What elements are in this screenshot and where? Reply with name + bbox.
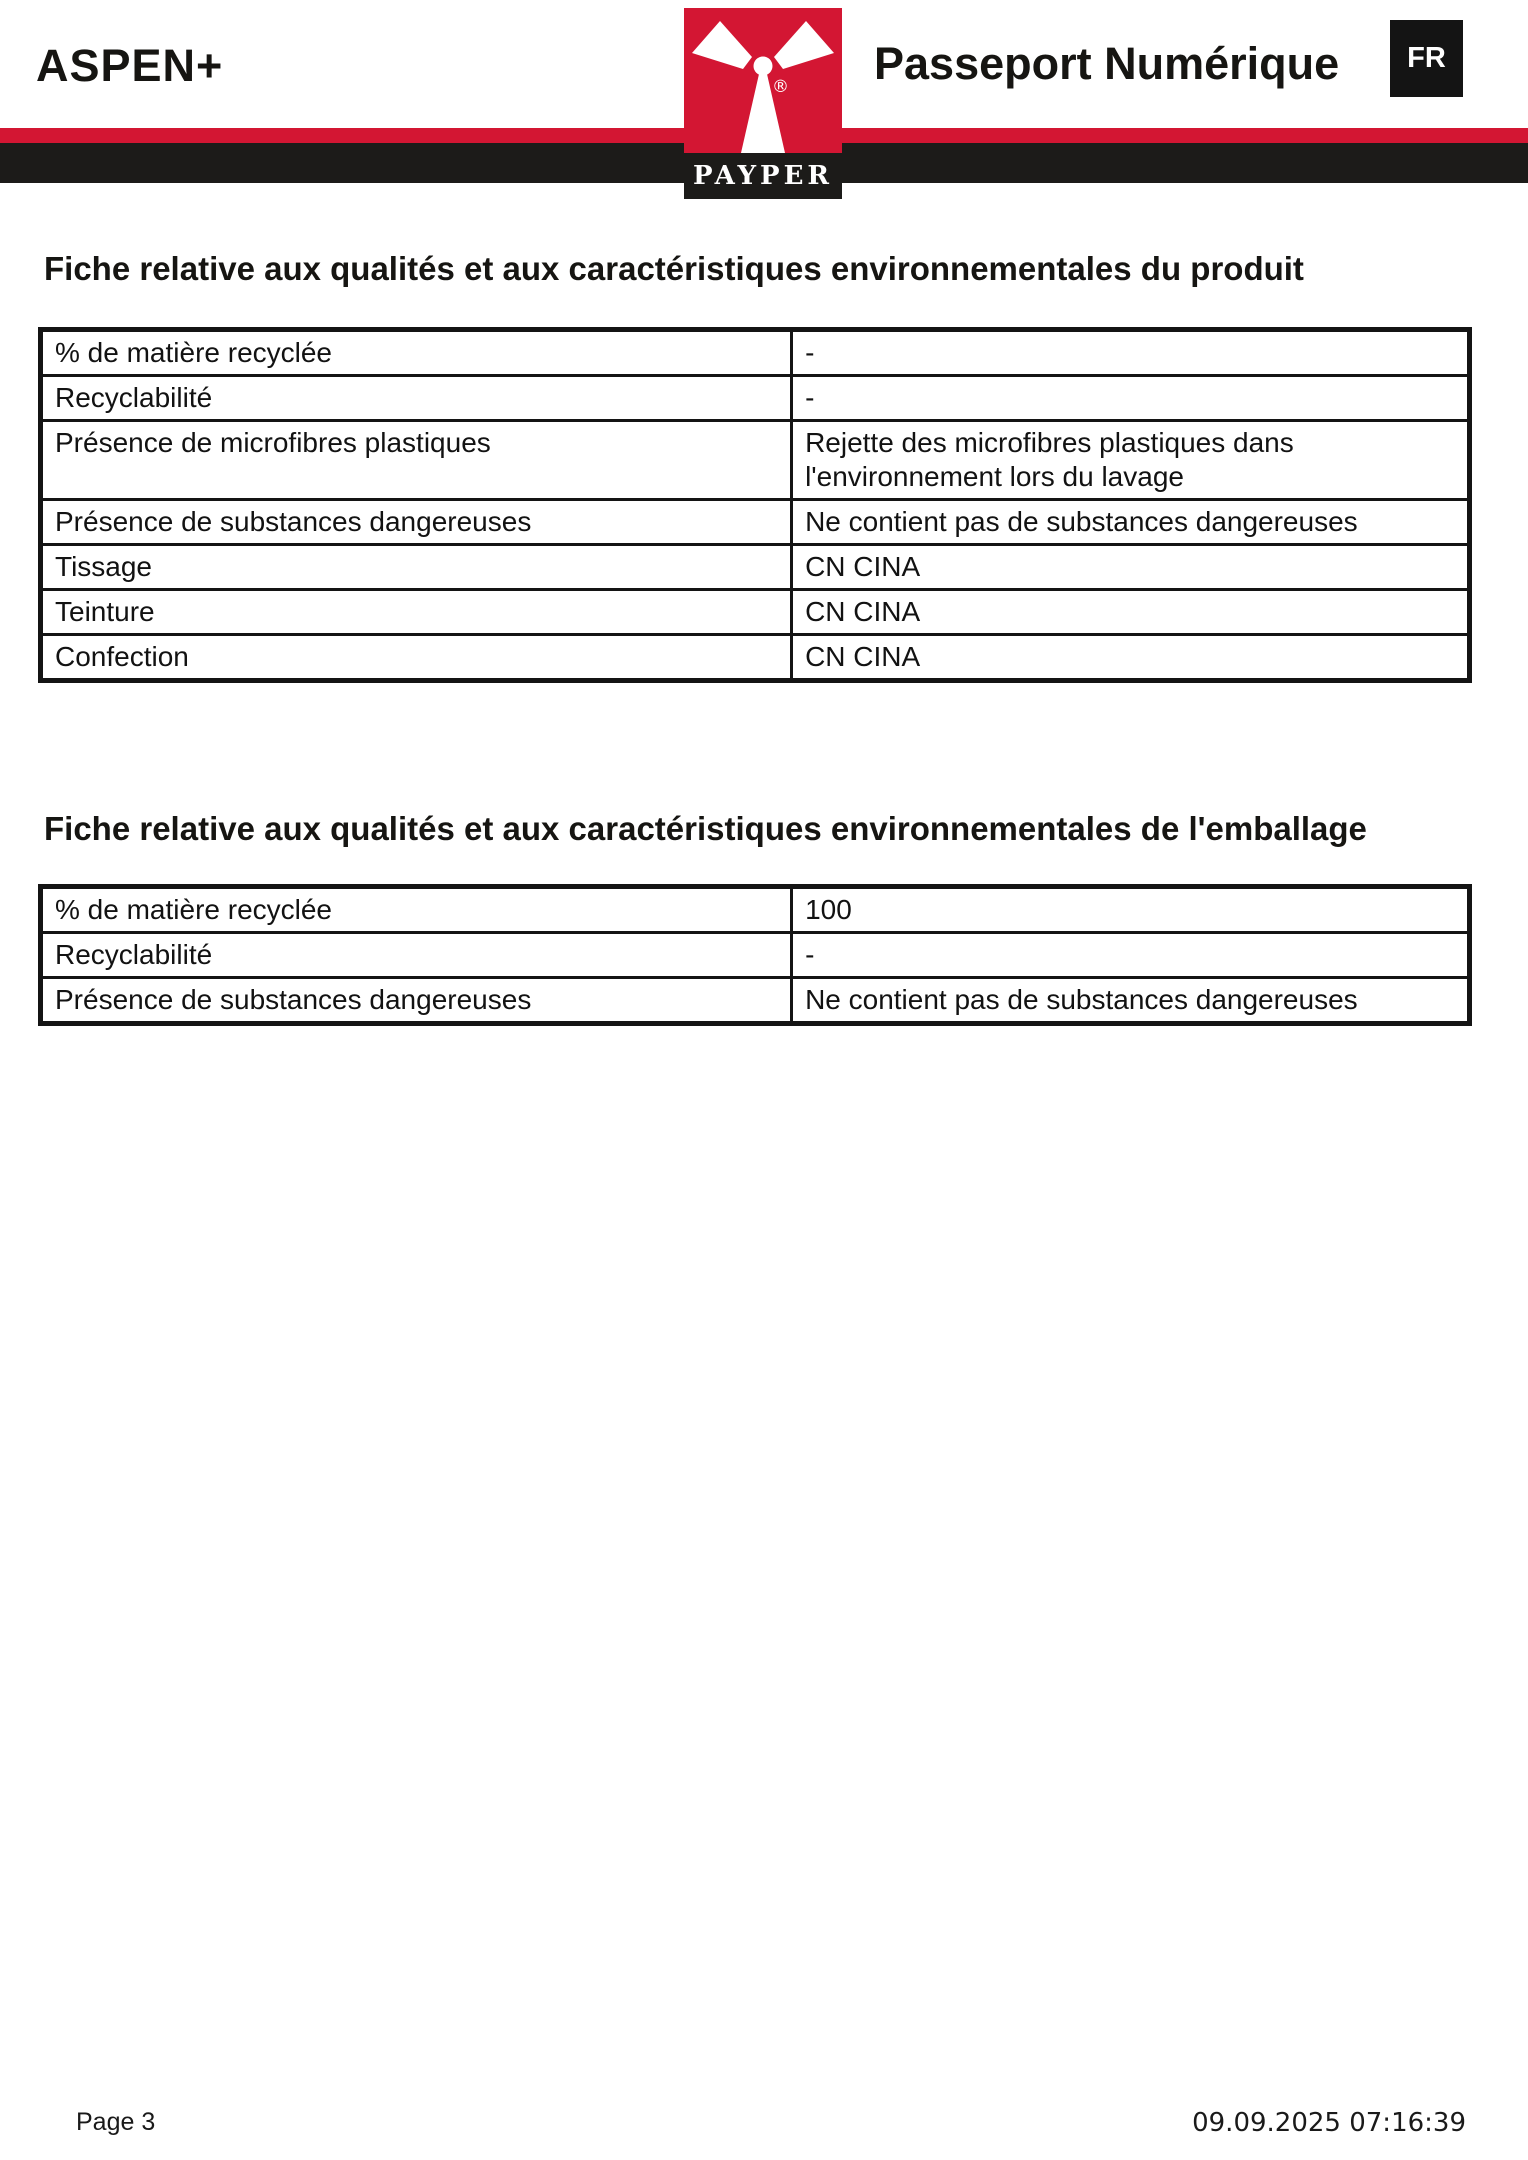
table-row <box>41 887 1470 933</box>
table-row <box>41 590 1470 635</box>
page-number: Page 3 <box>76 2108 156 2136</box>
table-row <box>41 376 1470 421</box>
row-label-cell: Présence de substances dangereuses <box>41 500 792 545</box>
brand-wordmark: PAYPER <box>684 153 842 199</box>
product-name: ASPEN+ <box>36 40 224 91</box>
row-label-cell: Présence de substances dangereuses <box>41 978 792 1024</box>
table-row <box>41 421 1470 500</box>
row-value-cell: - <box>792 330 1470 376</box>
row-label-cell: % de matière recyclée <box>41 887 792 933</box>
row-label-cell: Tissage <box>41 545 792 590</box>
row-value-cell: CN CINA <box>792 545 1470 590</box>
row-label-cell: Recyclabilité <box>41 933 792 978</box>
table-row <box>41 635 1470 681</box>
row-label-cell: Teinture <box>41 590 792 635</box>
row-label-cell: Recyclabilité <box>41 376 792 421</box>
section-title-packaging: Fiche relative aux qualités et aux caractéristiques environnementales de l'emballage <box>44 810 1367 847</box>
row-value-cell: CN CINA <box>792 635 1470 681</box>
row-label-cell: Confection <box>41 635 792 681</box>
row-value-cell: Rejette des microfibres plastiques dans l'environnement lors du lavage <box>792 421 1470 500</box>
footer-timestamp: 09.09.2025 07:16:39 <box>1192 2108 1466 2138</box>
table-row <box>41 500 1470 545</box>
row-value-cell: - <box>792 376 1470 421</box>
payper-logo <box>684 8 842 199</box>
row-value-cell: - <box>792 933 1470 978</box>
windmill-icon <box>684 8 842 153</box>
table-row <box>41 933 1470 978</box>
row-label-cell: % de matière recyclée <box>41 330 792 376</box>
table-row <box>41 545 1470 590</box>
row-value-cell: 100 <box>792 887 1470 933</box>
product-env-table <box>38 327 1472 683</box>
row-value-cell: Ne contient pas de substances dangereuses <box>792 978 1470 1024</box>
page-title: Passeport Numérique <box>874 38 1340 89</box>
svg-text:®: ® <box>772 77 789 97</box>
table-row <box>41 978 1470 1024</box>
row-value-cell: Ne contient pas de substances dangereuses <box>792 500 1470 545</box>
packaging-env-table <box>38 884 1472 1026</box>
table-row <box>41 330 1470 376</box>
section-title-product: Fiche relative aux qualités et aux caractéristiques environnementales du produit <box>44 250 1304 287</box>
row-label-cell: Présence de microfibres plastiques <box>41 421 792 500</box>
language-badge: FR <box>1390 20 1463 97</box>
row-value-cell: CN CINA <box>792 590 1470 635</box>
